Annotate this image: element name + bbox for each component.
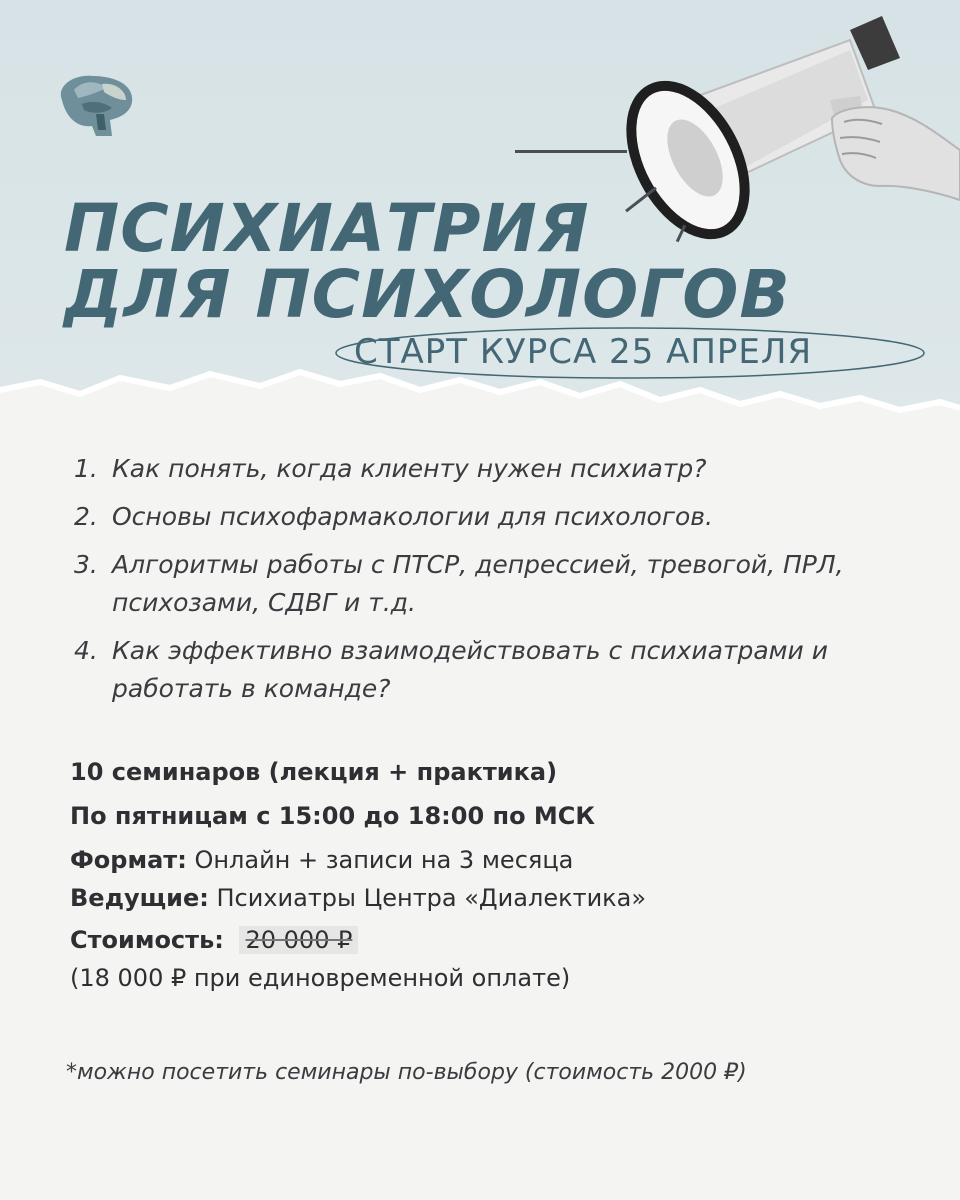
list-item-text: Как понять, когда клиенту нужен психиатр? (112, 454, 707, 483)
brain-head-icon (52, 70, 138, 142)
format-label: Формат: (70, 846, 187, 874)
page-title-line-1: ПСИХИАТРИЯ (64, 190, 590, 267)
list-item-number: 3. (74, 550, 98, 579)
list-item-number: 4. (74, 636, 98, 665)
price-row (70, 926, 358, 954)
price-label: Стоимость: (70, 926, 224, 954)
list-item-text: Как эффективно взаимодействовать с психиатрами и работать в команде? (112, 636, 828, 703)
topics-list (74, 450, 914, 718)
start-date-label: СТАРТ КУРСА 25 АПРЕЛЯ (354, 332, 813, 372)
list-item (74, 450, 914, 488)
list-item (74, 546, 914, 622)
hosts-value: Психиатры Центра «Диалектика» (216, 884, 647, 912)
megaphone-icon (600, 0, 960, 260)
hosts-row (70, 884, 646, 912)
discount-text: (18 000 ₽ при единовременной оплате) (70, 964, 571, 992)
list-item (74, 498, 914, 536)
format-value: Онлайн + записи на 3 месяца (194, 846, 574, 874)
list-item-text: Алгоритмы работы с ПТСР, депрессией, тревогой, ПРЛ, психозами, СДВГ и т.д. (112, 550, 844, 617)
page-title-line-2: ДЛЯ ПСИХОЛОГОВ (64, 256, 791, 333)
list-item-number: 1. (74, 454, 98, 483)
decorative-line (515, 150, 627, 153)
list-item-text: Основы психофармакологии для психологов. (112, 502, 713, 531)
price-value: 20 000 ₽ (239, 926, 358, 954)
seminars-count: 10 семинаров (лекция + практика) (70, 758, 558, 786)
format-row (70, 846, 573, 874)
schedule-text: По пятницам с 15:00 до 18:00 по МСК (70, 802, 596, 830)
list-item-number: 2. (74, 502, 98, 531)
footnote: *можно посетить семинары по-выбору (стоимость 2000 ₽) (66, 1060, 747, 1085)
list-item (74, 632, 914, 708)
start-date-badge (330, 322, 930, 382)
hosts-label: Ведущие: (70, 884, 209, 912)
